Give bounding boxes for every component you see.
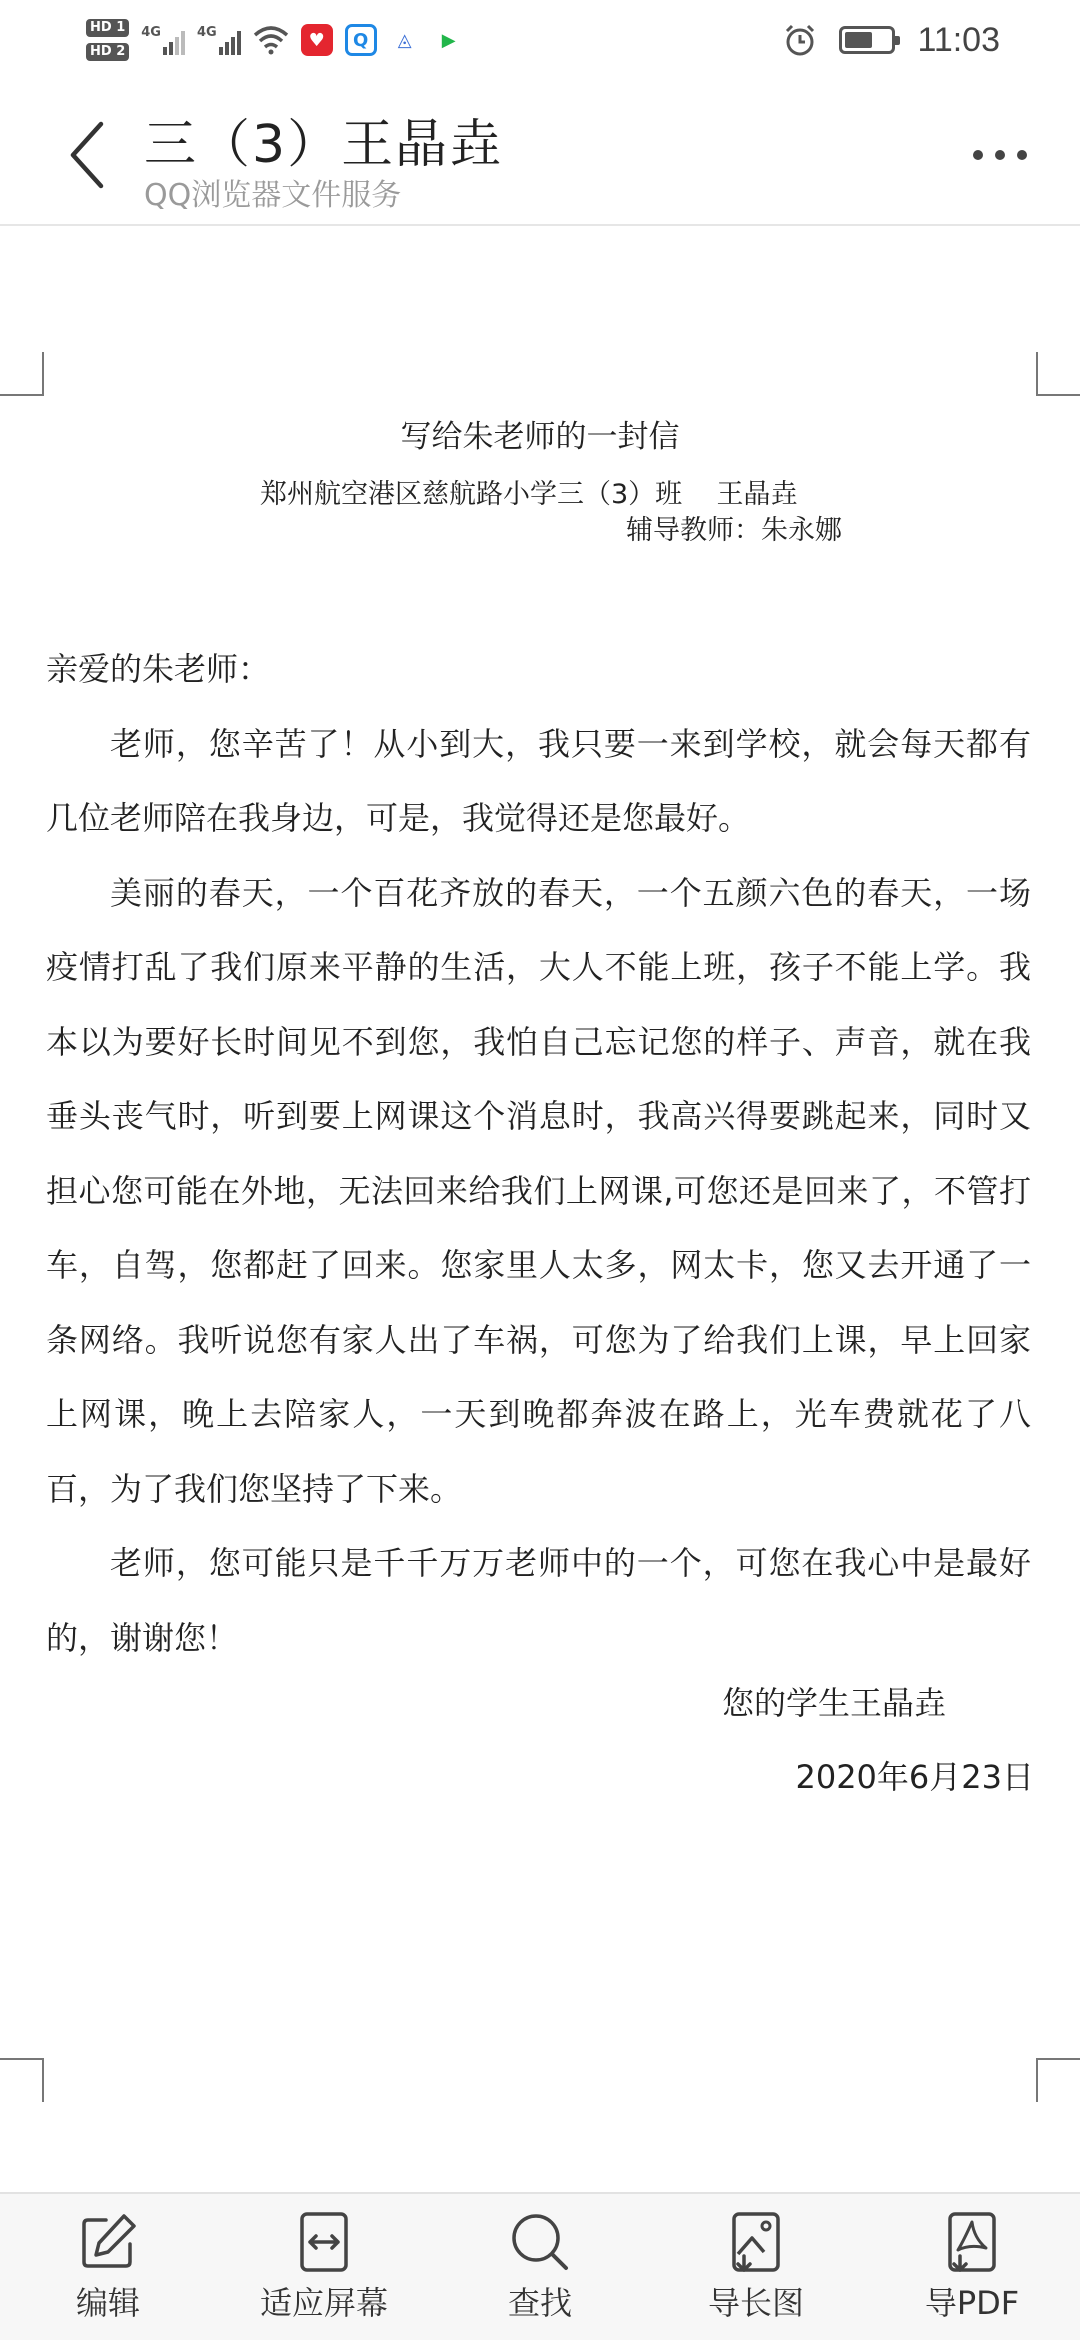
crop-mark-bottom-left	[0, 2058, 44, 2102]
signal-icon-1	[141, 25, 185, 55]
bottom-toolbar	[0, 2192, 1080, 2340]
edit-icon	[76, 2210, 140, 2274]
document-title: 三（3）王晶垚	[144, 115, 504, 175]
find-label: 查找	[507, 2284, 572, 2322]
wifi-icon	[253, 25, 289, 55]
letter-paragraph-2: 美丽的春天，一个百花齐放的春天，一个五颜六色的春天，一场疫情打乱了我们原来平静的生活，大人不能上班，孩子不能上学。我本以为要好长时间见不到您，我怕自己忘记您的样子、声音，就在我垂头丧气时，听到要上网课这个消息时，我高兴得要跳起来，同时又担心您可能在外地，无法回来给我们上网课,可您还是回来了，不管打车，自驾，您都赶了回来。您家里人太多，网太卡，您又去开通了一条网络。我听说您有家人出了车祸，可您为了给我们上课，早上回家上网课，晚上去陪家人，一天到晚都奔波在路上，光车费就花了八百，为了我们您坚持了下来。	[46, 873, 1031, 1508]
document-source: QQ浏览器文件服务	[144, 178, 402, 213]
crop-mark-top-right	[1036, 352, 1080, 396]
status-bar	[0, 0, 1080, 80]
network-type-1: 4G	[141, 25, 161, 40]
network-type-2: 4G	[196, 25, 217, 40]
letter-body	[46, 632, 1031, 1675]
video-app-icon: ▶	[433, 24, 465, 56]
title-bar	[0, 80, 1080, 226]
qq-browser-app-icon: Q	[345, 24, 377, 56]
notification-app-icon: ◬	[389, 24, 421, 56]
export-pdf-button[interactable]	[872, 2193, 1072, 2341]
letter-title: 写给朱老师的一封信	[400, 419, 680, 455]
hd-indicators	[86, 19, 129, 61]
find-button[interactable]	[440, 2193, 640, 2341]
letter-teacher-line: 辅导教师：朱永娜	[626, 515, 842, 546]
more-dot-icon	[973, 150, 983, 160]
long-image-label: 导长图	[707, 2284, 804, 2322]
status-time: 11:03	[917, 20, 1000, 59]
letter-paragraph-1: 老师，您辛苦了！从小到大，我只要一来到学校，就会每天都有几位老师陪在我身边，可是，我觉得还是您最好。	[46, 724, 1031, 837]
hd-badge-2: HD 2	[86, 43, 129, 61]
pdf-label: 导PDF	[924, 2284, 1020, 2322]
edit-label: 编辑	[75, 2284, 140, 2322]
search-icon	[508, 2210, 572, 2274]
signal-icon-2	[197, 25, 241, 55]
fit-screen-button[interactable]	[224, 2193, 424, 2341]
letter-closing: 您的学生王晶垚	[721, 1684, 946, 1722]
battery-level	[845, 32, 871, 48]
more-dot-icon	[995, 150, 1005, 160]
letter-date: 2020年6月23日	[795, 1758, 1034, 1796]
long-image-icon	[724, 2210, 788, 2274]
fit-screen-icon	[292, 2210, 356, 2274]
status-left	[86, 10, 465, 70]
export-long-image-button[interactable]	[656, 2193, 856, 2341]
back-arrow-icon	[67, 120, 107, 190]
crop-mark-bottom-right	[1036, 2058, 1080, 2102]
letter-school-line: 郑州航空港区慈航路小学三（3）班 王晶垚	[260, 479, 798, 510]
fit-screen-label: 适应屏幕	[259, 2284, 388, 2322]
edit-button[interactable]	[8, 2193, 208, 2341]
more-options-button[interactable]	[960, 120, 1040, 190]
letter-paragraph-3: 老师，您可能只是千千万万老师中的一个，可您在我心中是最好的，谢谢您！	[46, 1544, 1031, 1657]
pdf-icon	[940, 2210, 1004, 2274]
letter-greeting: 亲爱的朱老师：	[46, 650, 271, 688]
back-button[interactable]	[52, 110, 122, 200]
status-right	[783, 10, 1000, 70]
pinduoduo-app-icon: ♥	[301, 24, 333, 56]
crop-mark-top-left	[0, 352, 44, 396]
document-page[interactable]	[0, 228, 1080, 2190]
more-dot-icon	[1017, 150, 1027, 160]
hd-badge-1: HD 1	[86, 19, 129, 37]
alarm-icon	[783, 23, 817, 57]
battery-icon	[839, 26, 895, 54]
